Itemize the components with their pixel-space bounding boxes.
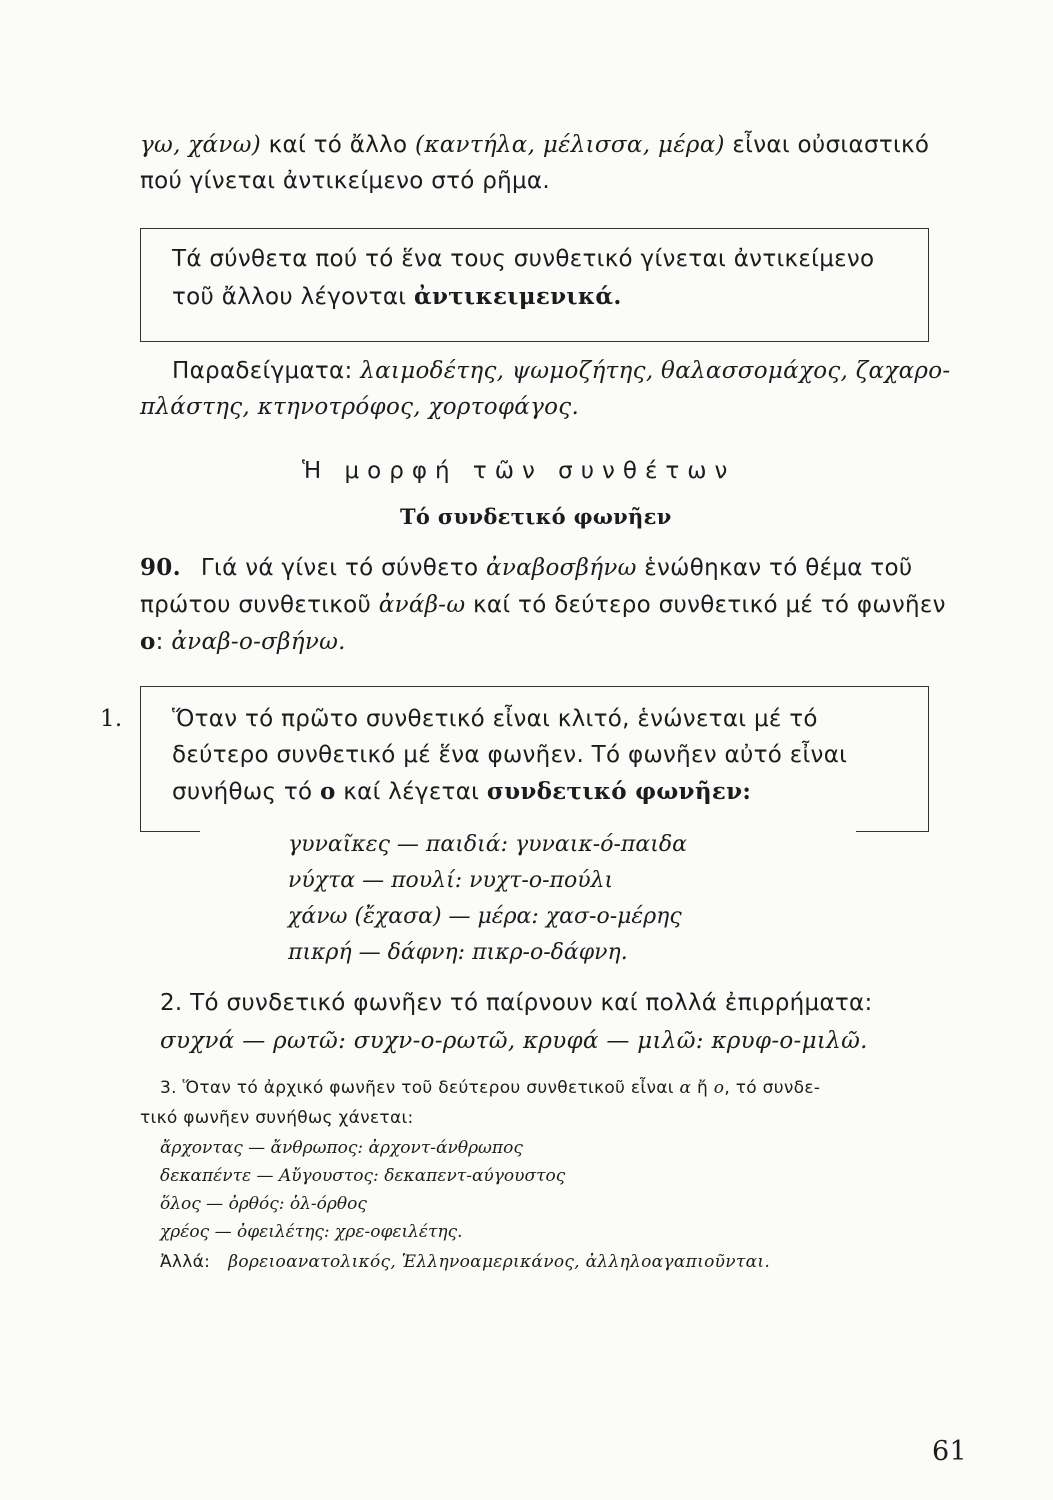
rule1-text-1: συνήθως τό	[172, 779, 320, 805]
rule1-example: χάνω (ἔχασα) — μέρα: χασ-ο-μέρης	[288, 904, 682, 929]
para90-line-2	[140, 592, 946, 618]
para90-colon: :	[155, 629, 172, 655]
alla-line	[160, 1252, 770, 1272]
rule3-example: δεκαπέντε — Αὔγουστος: δεκαπεντ-αύγουστος	[160, 1166, 566, 1186]
para90-example: ἀναβ-ο-σβήνω.	[171, 629, 346, 655]
rule3-vowel-a: α	[679, 1078, 692, 1098]
rule1-line-1: Ὅταν τό πρῶτο συνθετικό εἶναι κλιτό, ἑνώνεται μέ τό	[172, 706, 818, 732]
intro-italic-2: (καντήλα, μέλισσα, μέρα)	[415, 132, 725, 158]
para90-text-1: Γιά νά γίνει τό σύνθετο	[200, 555, 486, 581]
rule3-vowel-o: ο	[713, 1078, 725, 1098]
rule-box-term: ἀντικειμενικά.	[414, 283, 622, 310]
rule2-line-2: συχνά — ρωτῶ: συχν-ο-ρωτῶ, κρυφά — μιλῶ: κρυφ-ο-μιλῶ.	[160, 1028, 868, 1054]
rule2-line-1: 2. Τό συνδετικό φωνῆεν τό παίρνουν καί πολλά ἐπιρρήματα:	[160, 990, 873, 1016]
intro-text-2: εἶναι οὐσιαστικό	[724, 132, 930, 158]
para90-text-4: καί τό δεύτερο συνθετικό μέ τό φωνῆεν	[465, 592, 946, 618]
para90-italic-1: ἀναβοσβήνω	[485, 555, 637, 581]
page-number: 61	[932, 1436, 967, 1467]
examples-label: Παραδείγματα:	[172, 358, 361, 384]
alla-label: Ἀλλά:	[160, 1252, 211, 1272]
para90-text-3: πρώτου συνθετικοῦ	[140, 592, 379, 618]
examples-line-1	[172, 358, 950, 384]
rule3-text-2: ἤ	[691, 1078, 714, 1098]
para90-text-2: ἑνώθηκαν τό θέμα τοῦ	[636, 555, 913, 581]
alla-text: βορειοανατολικός, Ἑλληνοαμερικάνος, ἀλληλοαγαπιοῦνται.	[228, 1252, 771, 1272]
rule1-line-2: δεύτερο συνθετικό μέ ἕνα φωνῆεν. Τό φωνῆεν αὐτό εἶναι	[172, 742, 848, 768]
intro-line-1	[140, 132, 929, 158]
rule3-example: ὅλος — ὀρθός: ὁλ-όρθος	[160, 1194, 367, 1214]
rule1-text-2: καί λέγεται	[335, 779, 487, 805]
rule1-example: πικρή — δάφνη: πικρ-ο-δάφνη.	[288, 940, 628, 965]
section-subheading: Τό συνδετικό φωνῆεν	[400, 504, 672, 529]
rule3-text-1: 3. Ὅταν τό ἀρχικό φωνῆεν τοῦ δεύτερου συνθετικοῦ εἶναι	[160, 1078, 680, 1098]
rule3-text-3: , τό συνδε-	[724, 1078, 821, 1098]
para90-vowel: ο	[140, 628, 156, 655]
section-heading: Ἡ μορφή τῶν συνθέτων	[302, 458, 736, 484]
para90-line-3	[140, 628, 346, 655]
intro-line-2: πού γίνεται ἀντικείμενο στό ρῆμα.	[140, 168, 551, 194]
rule-box-text: τοῦ ἄλλου λέγονται	[172, 284, 414, 310]
para90-line-1	[140, 554, 912, 581]
intro-text-1: καί τό ἄλλο	[261, 132, 416, 158]
para90-number: 90.	[140, 554, 181, 581]
rule1-vowel: ο	[319, 778, 336, 805]
rule3-line-2: τικό φωνῆεν συνήθως χάνεται:	[140, 1108, 414, 1128]
rule3-example: χρέος — ὀφειλέτης: χρε-οφειλέτης.	[160, 1222, 463, 1242]
rule1-number: 1.	[100, 706, 123, 732]
rule3-line-1	[160, 1078, 820, 1098]
rule3-example: ἄρχοντας — ἄνθρωπος: ἀρχοντ-άνθρωπος	[160, 1138, 523, 1158]
para90-italic-2: ἀνάβ-ω	[378, 592, 466, 618]
rule1-example: νύχτα — πουλί: νυχτ-ο-πούλι	[288, 868, 614, 893]
rule-box-line-2	[172, 283, 622, 310]
rule1-example: γυναῖκες — παιδιά: γυναικ-ό-παιδα	[288, 832, 687, 857]
rule-box-line-1: Τά σύνθετα πού τό ἕνα τους συνθετικό γίνεται ἀντικείμενο	[172, 246, 875, 272]
rule1-term: συνδετικό φωνῆεν:	[486, 778, 752, 805]
examples-words-1: λαιμοδέτης, ψωμοζήτης, θαλασσομάχος, ζαχαρο-	[360, 358, 951, 384]
intro-italic-1: γω, χάνω)	[140, 132, 262, 158]
examples-line-2: πλάστης, κτηνοτρόφος, χορτοφάγος.	[140, 394, 580, 420]
rule1-line-3	[172, 778, 751, 805]
